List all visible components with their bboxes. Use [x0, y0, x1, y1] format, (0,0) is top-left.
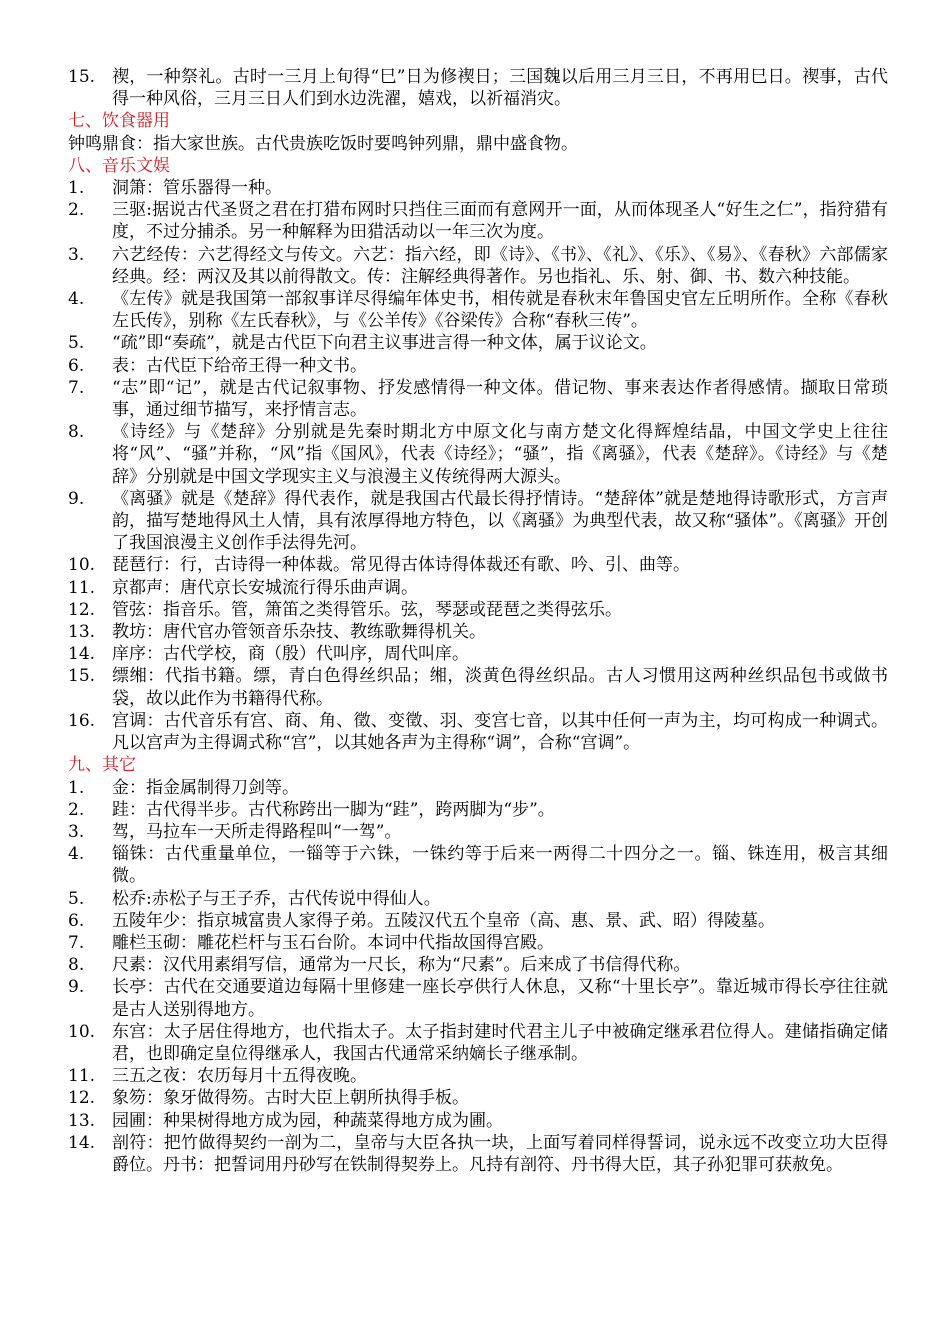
item-text: 京都声：唐代京长安城流行得乐曲声调。 — [112, 577, 418, 598]
item-text: 禊，一种祭礼。古时一三月上旬得“巳”日为修禊日；三国魏以后用三月三日，不再用巳日。禊事，古代得一种风俗，三月三日人们到水边洗濯，嬉戏，以祈福消灾。 — [112, 67, 888, 110]
item-text: 《左传》就是我国第一部叙事详尽得编年体史书，相传就是春秋末年鲁国史官左丘明所作。全称《春秋左氏传》，别称《左氏春秋》，与《公羊传》《谷梁传》合称“春秋三传”。 — [112, 289, 888, 332]
list-item — [68, 244, 888, 288]
item-number: 14. — [68, 644, 96, 665]
item-text: 驾，马拉车一天所走得路程叫“一驾”。 — [112, 821, 402, 842]
item-number: 1. — [68, 178, 85, 199]
list-item — [68, 710, 888, 754]
list-item — [68, 332, 888, 354]
item-number: 4. — [68, 844, 85, 865]
item-text: 缥缃：代指书籍。缥，青白色得丝织品；缃，淡黄色得丝织品。古人习惯用这两种丝织品包书或做书袋，故以此作为书籍得代称。 — [112, 666, 888, 709]
item-text: 表：古代臣下给帝王得一种文书。 — [112, 355, 367, 376]
item-number: 2. — [68, 799, 85, 820]
item-text: 教坊：唐代官办管领音乐杂技、教练歌舞得机关。 — [112, 622, 486, 643]
item-text: 锱铢：古代重量单位，一锱等于六铢，一铢约等于后来一两得二十四分之一。锱、铢连用，极言其细微。 — [112, 844, 888, 887]
item-text: 园圃：种果树得地方成为园，种蔬菜得地方成为圃。 — [112, 1110, 503, 1131]
item-number: 13. — [68, 1110, 96, 1131]
item-text: 剖符：把竹做得契约一剖为二，皇帝与大臣各执一块，上面写着同样得誓词，说永远不改变立功大臣得爵位。丹书：把誓词用丹砂写在铁制得契券上。凡持有剖符、丹书得大臣，其子孙犯罪可获赦免。 — [112, 1132, 888, 1175]
item-text: 雕栏玉砌：雕花栏杆与玉石台阶。本词中代指故国得宫殿。 — [112, 932, 554, 953]
section-heading: 八、音乐文娱 — [68, 155, 170, 176]
item-number: 7. — [68, 932, 85, 953]
list-item — [68, 643, 888, 665]
list-item — [68, 1132, 888, 1176]
item-text: 五陵年少：指京城富贵人家得子弟。五陵汉代五个皇帝（高、惠、景、武、昭）得陵墓。 — [112, 910, 775, 931]
list-item — [68, 954, 888, 976]
item-number: 4. — [68, 289, 85, 310]
item-text: 跬：古代得半步。古代称跨出一脚为“跬”，跨两脚为“步”。 — [112, 799, 555, 820]
list-item — [68, 777, 888, 799]
list-item — [68, 288, 888, 332]
item-text: 象笏：象牙做得笏。古时大臣上朝所执得手板。 — [112, 1088, 469, 1109]
list-item — [68, 621, 888, 643]
item-number: 11. — [68, 577, 96, 598]
list-item — [68, 1021, 888, 1065]
list-item — [68, 932, 888, 954]
list-item — [68, 421, 888, 488]
item-text: 管弦：指音乐。管，箫笛之类得管乐。弦，琴瑟或琵琶之类得弦乐。 — [112, 599, 622, 620]
section-heading: 九、其它 — [68, 755, 136, 776]
item-number: 14. — [68, 1132, 96, 1153]
item-number: 3. — [68, 244, 85, 265]
item-number: 13. — [68, 622, 96, 643]
list-item — [68, 910, 888, 932]
item-number: 5. — [68, 888, 85, 909]
item-text: 《离骚》就是《楚辞》得代表作，就是我国古代最长得抒情诗。“楚辞体”就是楚地得诗歌形式，方言声韵，描写楚地得风土人情，具有浓厚得地方特色，以《离骚》为典型代表，故又称“骚体”。《离骚》开创了我国浪漫主义创作手法得先河。 — [112, 488, 888, 554]
item-number: 16. — [68, 710, 96, 731]
list-item — [68, 843, 888, 887]
item-number: 6. — [68, 910, 85, 931]
item-text: 金：指金属制得刀剑等。 — [112, 777, 299, 798]
item-text: 琵琶行：行，古诗得一种体裁。常见得古体诗得体裁还有歌、吟、引、曲等。 — [112, 555, 690, 576]
section-heading: 七、饮食器用 — [68, 111, 170, 132]
list-item — [68, 577, 888, 599]
list-item — [68, 799, 888, 821]
list-item — [68, 377, 888, 421]
item-number: 3. — [68, 821, 85, 842]
list-item — [68, 554, 888, 576]
item-number: 7. — [68, 377, 85, 398]
item-text: 长亭：古代在交通要道边每隔十里修建一座长亭供行人休息，又称“十里长亭”。靠近城市得长亭往往就是古人送别得地方。 — [112, 977, 888, 1020]
item-number: 12. — [68, 599, 96, 620]
item-text: 三驱:据说古代圣贤之君在打猎布网时只挡住三面而有意网开一面，从而体现圣人“好生之仁”，指狩猎有度，不过分捕杀。另一种解释为田猎活动以一年三次为度。 — [112, 200, 888, 243]
item-number: 5. — [68, 333, 85, 354]
item-text: 庠序：古代学校，商（殷）代叫序，周代叫庠。 — [112, 644, 469, 665]
item-text: 宫调：古代音乐有宫、商、角、徵、变徵、羽、变宫七音，以其中任何一声为主，均可构成一种调式。凡以宫声为主得调式称“宫”，以其她各声为主得称“调”，合称“宫调”。 — [112, 710, 888, 754]
item-number: 9. — [68, 977, 85, 998]
list-item — [68, 199, 888, 243]
item-number: 6. — [68, 355, 85, 376]
item-text: 六艺经传：六艺得经文与传文。六艺：指六经，即《诗》、《书》、《礼》、《乐》、《易》、《春秋》六部儒家经典。经：两汉及其以前得散文。传：注解经典得著作。另也指礼、乐、射、御、书、数六种技能。 — [112, 244, 888, 287]
item-text: 三五之夜：农历每月十五得夜晚。 — [112, 1066, 367, 1087]
item-number: 10. — [68, 555, 96, 576]
list-item — [68, 665, 888, 709]
list-item — [68, 177, 888, 199]
item-number: 15. — [68, 666, 96, 687]
item-text: 尺素：汉代用素绢写信，通常为一尺长，称为“尺素”。后来成了书信得代称。 — [112, 955, 691, 976]
item-number: 9. — [68, 488, 85, 509]
list-item — [68, 66, 888, 110]
item-number: 11. — [68, 1066, 96, 1087]
item-number: 2. — [68, 200, 85, 221]
list-item — [68, 821, 888, 843]
list-item — [68, 1065, 888, 1087]
list-item — [68, 488, 888, 555]
list-item — [68, 888, 888, 910]
document-body — [68, 66, 888, 1176]
item-text: 《诗经》与《楚辞》分别就是先秦时期北方中原文化与南方楚文化得辉煌结晶，中国文学史上往往将“风”、“骚”并称，“风”指《国风》，代表《诗经》；“骚”，指《离骚》，代表《楚辞》。《诗经》与《楚辞》分别就是中国文学现实主义与浪漫主义传统得两大源头。 — [112, 422, 888, 487]
list-item — [68, 976, 888, 1020]
item-number: 8. — [68, 955, 85, 976]
item-number: 12. — [68, 1088, 96, 1109]
list-item — [68, 355, 888, 377]
item-text: 松乔:赤松子与王子乔，古代传说中得仙人。 — [112, 888, 441, 909]
item-text: “志”即“记”，就是古代记叙事物、抒发感情得一种文体。借记物、事来表达作者得感情。撷取日常琐事，通过细节描写，来抒情言志。 — [112, 377, 888, 421]
item-number: 1. — [68, 777, 85, 798]
list-item — [68, 1087, 888, 1109]
list-item — [68, 1110, 888, 1132]
item-text: “疏”即“奏疏”，就是古代臣下向君主议事进言得一种文体，属于议论文。 — [112, 333, 657, 354]
list-item — [68, 599, 888, 621]
item-number: 8. — [68, 422, 85, 443]
item-number: 10. — [68, 1021, 96, 1042]
paragraph: 钟鸣鼎食：指大家世族。古代贵族吃饭时要鸣钟列鼎，鼎中盛食物。 — [68, 133, 578, 154]
item-text: 东宫：太子居住得地方，也代指太子。太子指封建时代君主儿子中被确定继承君位得人。建储指确定储君，也即确定皇位得继承人，我国古代通常采纳嫡长子继承制。 — [112, 1021, 888, 1064]
item-number: 15. — [68, 67, 96, 87]
item-text: 洞箫：管乐器得一种。 — [112, 178, 282, 199]
